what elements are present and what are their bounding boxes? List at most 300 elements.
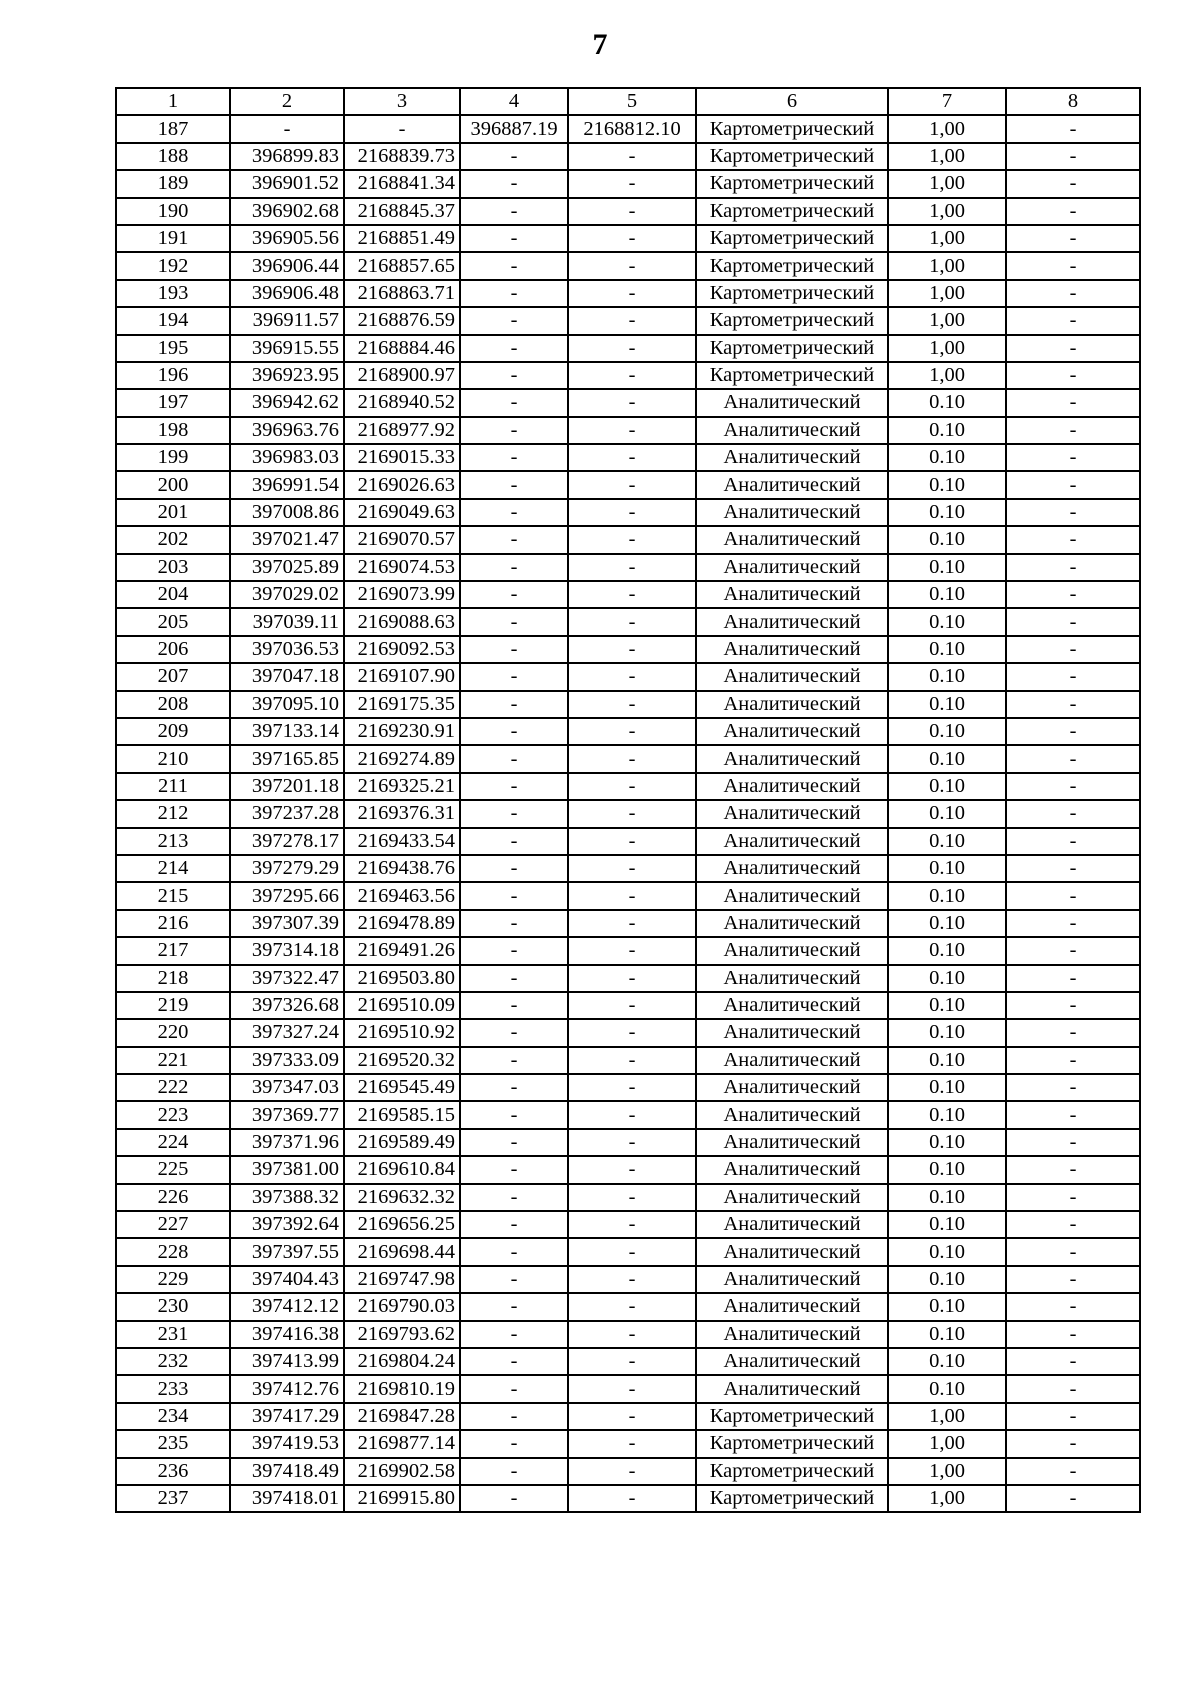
method-cell: Аналитический [696, 773, 888, 800]
point-number-cell: 209 [116, 718, 230, 745]
y-coordinate-alt-cell: - [568, 1293, 696, 1320]
accuracy-cell: 1,00 [888, 115, 1006, 142]
x-coordinate-alt-cell: - [460, 307, 568, 334]
point-number-cell: 204 [116, 581, 230, 608]
x-coordinate-cell: 396902.68 [230, 198, 344, 225]
y-coordinate-cell: 2168851.49 [344, 225, 460, 252]
column-header-3: 3 [344, 88, 460, 115]
method-cell: Картометрический [696, 252, 888, 279]
accuracy-cell: 1,00 [888, 198, 1006, 225]
x-coordinate-alt-cell: - [460, 1074, 568, 1101]
y-coordinate-alt-cell: - [568, 1184, 696, 1211]
accuracy-cell: 0.10 [888, 636, 1006, 663]
method-cell: Аналитический [696, 855, 888, 882]
y-coordinate-cell: 2169847.28 [344, 1403, 460, 1430]
x-coordinate-alt-cell: - [460, 1458, 568, 1485]
y-coordinate-alt-cell: - [568, 526, 696, 553]
y-coordinate-cell: 2169520.32 [344, 1047, 460, 1074]
point-number-cell: 199 [116, 444, 230, 471]
y-coordinate-alt-cell: - [568, 471, 696, 498]
point-number-cell: 198 [116, 417, 230, 444]
table-row [116, 1129, 1140, 1156]
method-cell: Аналитический [696, 882, 888, 909]
x-coordinate-alt-cell: - [460, 554, 568, 581]
accuracy-cell: 0.10 [888, 1238, 1006, 1265]
accuracy-cell: 0.10 [888, 773, 1006, 800]
y-coordinate-alt-cell: - [568, 1047, 696, 1074]
x-coordinate-alt-cell: - [460, 499, 568, 526]
y-coordinate-cell: 2169589.49 [344, 1129, 460, 1156]
method-cell: Картометрический [696, 1430, 888, 1457]
point-number-cell: 218 [116, 965, 230, 992]
x-coordinate-cell: 397417.29 [230, 1403, 344, 1430]
x-coordinate-alt-cell: - [460, 581, 568, 608]
table-row [116, 225, 1140, 252]
accuracy-cell: 0.10 [888, 554, 1006, 581]
x-coordinate-alt-cell: - [460, 1156, 568, 1183]
x-coordinate-alt-cell: - [460, 198, 568, 225]
y-coordinate-alt-cell: - [568, 307, 696, 334]
table-row [116, 554, 1140, 581]
table-row [116, 828, 1140, 855]
x-coordinate-cell: 397333.09 [230, 1047, 344, 1074]
x-coordinate-alt-cell: - [460, 608, 568, 635]
table-row [116, 745, 1140, 772]
x-coordinate-cell: 397039.11 [230, 608, 344, 635]
x-coordinate-cell: 396991.54 [230, 471, 344, 498]
y-coordinate-cell: 2169804.24 [344, 1348, 460, 1375]
note-cell: - [1006, 608, 1140, 635]
note-cell: - [1006, 1211, 1140, 1238]
y-coordinate-cell: 2169790.03 [344, 1293, 460, 1320]
note-cell: - [1006, 444, 1140, 471]
accuracy-cell: 0.10 [888, 1321, 1006, 1348]
method-cell: Аналитический [696, 965, 888, 992]
x-coordinate-cell: 397021.47 [230, 526, 344, 553]
point-number-cell: 235 [116, 1430, 230, 1457]
x-coordinate-alt-cell: - [460, 471, 568, 498]
note-cell: - [1006, 170, 1140, 197]
y-coordinate-alt-cell: - [568, 1430, 696, 1457]
accuracy-cell: 0.10 [888, 1211, 1006, 1238]
accuracy-cell: 0.10 [888, 444, 1006, 471]
x-coordinate-cell: 397095.10 [230, 691, 344, 718]
note-cell: - [1006, 1129, 1140, 1156]
note-cell: - [1006, 471, 1140, 498]
method-cell: Аналитический [696, 1375, 888, 1402]
point-number-cell: 195 [116, 335, 230, 362]
x-coordinate-cell: 397165.85 [230, 745, 344, 772]
table-row [116, 1293, 1140, 1320]
x-coordinate-cell: 397412.12 [230, 1293, 344, 1320]
accuracy-cell: 1,00 [888, 1458, 1006, 1485]
x-coordinate-alt-cell: - [460, 280, 568, 307]
table-body [116, 88, 1140, 1512]
y-coordinate-alt-cell: - [568, 280, 696, 307]
method-cell: Аналитический [696, 554, 888, 581]
x-coordinate-cell: 396915.55 [230, 335, 344, 362]
y-coordinate-cell: 2169376.31 [344, 800, 460, 827]
method-cell: Аналитический [696, 937, 888, 964]
y-coordinate-cell: 2169902.58 [344, 1458, 460, 1485]
table-row [116, 444, 1140, 471]
y-coordinate-alt-cell: - [568, 718, 696, 745]
point-number-cell: 227 [116, 1211, 230, 1238]
table-row [116, 1348, 1140, 1375]
note-cell: - [1006, 1458, 1140, 1485]
x-coordinate-cell: 396911.57 [230, 307, 344, 334]
note-cell: - [1006, 389, 1140, 416]
accuracy-cell: 1,00 [888, 280, 1006, 307]
x-coordinate-cell: 397418.49 [230, 1458, 344, 1485]
y-coordinate-cell: 2169092.53 [344, 636, 460, 663]
accuracy-cell: 0.10 [888, 1047, 1006, 1074]
table-row [116, 362, 1140, 389]
point-number-cell: 188 [116, 143, 230, 170]
y-coordinate-cell: 2168940.52 [344, 389, 460, 416]
point-number-cell: 214 [116, 855, 230, 882]
point-number-cell: 225 [116, 1156, 230, 1183]
y-coordinate-cell: 2169274.89 [344, 745, 460, 772]
point-number-cell: 189 [116, 170, 230, 197]
method-cell: Аналитический [696, 1019, 888, 1046]
y-coordinate-alt-cell: - [568, 828, 696, 855]
accuracy-cell: 1,00 [888, 1485, 1006, 1512]
x-coordinate-cell: 397392.64 [230, 1211, 344, 1238]
x-coordinate-alt-cell: - [460, 1348, 568, 1375]
table-row [116, 1211, 1140, 1238]
x-coordinate-alt-cell: - [460, 1129, 568, 1156]
y-coordinate-alt-cell: - [568, 1211, 696, 1238]
y-coordinate-cell: 2169230.91 [344, 718, 460, 745]
y-coordinate-alt-cell: - [568, 554, 696, 581]
x-coordinate-cell: 397307.39 [230, 910, 344, 937]
x-coordinate-cell: 397029.02 [230, 581, 344, 608]
table-row [116, 718, 1140, 745]
x-coordinate-alt-cell: - [460, 965, 568, 992]
table-row [116, 691, 1140, 718]
accuracy-cell: 1,00 [888, 225, 1006, 252]
note-cell: - [1006, 882, 1140, 909]
y-coordinate-alt-cell: - [568, 252, 696, 279]
y-coordinate-alt-cell: - [568, 1129, 696, 1156]
y-coordinate-alt-cell: - [568, 992, 696, 1019]
method-cell: Картометрический [696, 198, 888, 225]
accuracy-cell: 1,00 [888, 335, 1006, 362]
note-cell: - [1006, 1184, 1140, 1211]
y-coordinate-alt-cell: - [568, 1156, 696, 1183]
x-coordinate-alt-cell: - [460, 170, 568, 197]
table-row [116, 307, 1140, 334]
y-coordinate-alt-cell: - [568, 745, 696, 772]
x-coordinate-alt-cell: - [460, 937, 568, 964]
y-coordinate-cell: 2169632.32 [344, 1184, 460, 1211]
point-number-cell: 232 [116, 1348, 230, 1375]
x-coordinate-alt-cell: - [460, 1321, 568, 1348]
method-cell: Аналитический [696, 663, 888, 690]
x-coordinate-alt-cell: - [460, 1211, 568, 1238]
accuracy-cell: 0.10 [888, 1293, 1006, 1320]
point-number-cell: 226 [116, 1184, 230, 1211]
accuracy-cell: 0.10 [888, 1184, 1006, 1211]
x-coordinate-cell: 397278.17 [230, 828, 344, 855]
y-coordinate-alt-cell: - [568, 362, 696, 389]
point-number-cell: 191 [116, 225, 230, 252]
point-number-cell: 205 [116, 608, 230, 635]
note-cell: - [1006, 554, 1140, 581]
y-coordinate-alt-cell: - [568, 882, 696, 909]
accuracy-cell: 0.10 [888, 526, 1006, 553]
accuracy-cell: 1,00 [888, 1430, 1006, 1457]
point-number-cell: 197 [116, 389, 230, 416]
x-coordinate-alt-cell: - [460, 444, 568, 471]
x-coordinate-alt-cell: - [460, 362, 568, 389]
x-coordinate-cell: 397419.53 [230, 1430, 344, 1457]
point-number-cell: 187 [116, 115, 230, 142]
accuracy-cell: 0.10 [888, 855, 1006, 882]
x-coordinate-alt-cell: - [460, 1293, 568, 1320]
y-coordinate-cell: 2168839.73 [344, 143, 460, 170]
y-coordinate-cell: 2169074.53 [344, 554, 460, 581]
accuracy-cell: 1,00 [888, 252, 1006, 279]
note-cell: - [1006, 335, 1140, 362]
table-row [116, 280, 1140, 307]
y-coordinate-cell: 2168863.71 [344, 280, 460, 307]
accuracy-cell: 0.10 [888, 718, 1006, 745]
point-number-cell: 201 [116, 499, 230, 526]
x-coordinate-cell: 397371.96 [230, 1129, 344, 1156]
y-coordinate-cell: 2168977.92 [344, 417, 460, 444]
table-row [116, 1458, 1140, 1485]
x-coordinate-cell: 397369.77 [230, 1101, 344, 1128]
point-number-cell: 202 [116, 526, 230, 553]
note-cell: - [1006, 115, 1140, 142]
x-coordinate-alt-cell: - [460, 225, 568, 252]
method-cell: Аналитический [696, 417, 888, 444]
y-coordinate-cell: 2169478.89 [344, 910, 460, 937]
note-cell: - [1006, 773, 1140, 800]
table-row [116, 335, 1140, 362]
table-row [116, 1074, 1140, 1101]
accuracy-cell: 0.10 [888, 499, 1006, 526]
x-coordinate-cell: 397388.32 [230, 1184, 344, 1211]
coordinates-table [115, 87, 1141, 1513]
note-cell: - [1006, 307, 1140, 334]
point-number-cell: 221 [116, 1047, 230, 1074]
point-number-cell: 223 [116, 1101, 230, 1128]
note-cell: - [1006, 362, 1140, 389]
table-row [116, 1485, 1140, 1512]
y-coordinate-alt-cell: - [568, 1375, 696, 1402]
method-cell: Аналитический [696, 828, 888, 855]
y-coordinate-cell: 2169070.57 [344, 526, 460, 553]
column-header-7: 7 [888, 88, 1006, 115]
method-cell: Аналитический [696, 745, 888, 772]
y-coordinate-alt-cell: - [568, 855, 696, 882]
method-cell: Картометрический [696, 1458, 888, 1485]
x-coordinate-alt-cell: - [460, 1101, 568, 1128]
note-cell: - [1006, 800, 1140, 827]
x-coordinate-cell: - [230, 115, 344, 142]
table-row [116, 937, 1140, 964]
accuracy-cell: 0.10 [888, 1101, 1006, 1128]
x-coordinate-cell: 397237.28 [230, 800, 344, 827]
y-coordinate-alt-cell: - [568, 198, 696, 225]
table-row [116, 800, 1140, 827]
method-cell: Аналитический [696, 471, 888, 498]
x-coordinate-alt-cell: - [460, 910, 568, 937]
accuracy-cell: 0.10 [888, 1375, 1006, 1402]
accuracy-cell: 0.10 [888, 1156, 1006, 1183]
point-number-cell: 196 [116, 362, 230, 389]
x-coordinate-alt-cell: 396887.19 [460, 115, 568, 142]
table-row [116, 1403, 1140, 1430]
y-coordinate-alt-cell: - [568, 170, 696, 197]
y-coordinate-alt-cell: - [568, 581, 696, 608]
method-cell: Аналитический [696, 718, 888, 745]
note-cell: - [1006, 198, 1140, 225]
accuracy-cell: 0.10 [888, 1266, 1006, 1293]
y-coordinate-cell: 2169175.35 [344, 691, 460, 718]
point-number-cell: 220 [116, 1019, 230, 1046]
column-header-6: 6 [696, 88, 888, 115]
note-cell: - [1006, 1403, 1140, 1430]
accuracy-cell: 0.10 [888, 1074, 1006, 1101]
table-row [116, 855, 1140, 882]
y-coordinate-alt-cell: - [568, 1238, 696, 1265]
y-coordinate-alt-cell: 2168812.10 [568, 115, 696, 142]
method-cell: Аналитический [696, 1074, 888, 1101]
y-coordinate-alt-cell: - [568, 444, 696, 471]
x-coordinate-cell: 397397.55 [230, 1238, 344, 1265]
method-cell: Аналитический [696, 1184, 888, 1211]
y-coordinate-cell: 2169810.19 [344, 1375, 460, 1402]
x-coordinate-cell: 397327.24 [230, 1019, 344, 1046]
y-coordinate-alt-cell: - [568, 1101, 696, 1128]
accuracy-cell: 1,00 [888, 307, 1006, 334]
y-coordinate-cell: 2169026.63 [344, 471, 460, 498]
x-coordinate-alt-cell: - [460, 992, 568, 1019]
x-coordinate-cell: 397279.29 [230, 855, 344, 882]
method-cell: Картометрический [696, 225, 888, 252]
method-cell: Картометрический [696, 335, 888, 362]
point-number-cell: 237 [116, 1485, 230, 1512]
method-cell: Аналитический [696, 526, 888, 553]
y-coordinate-alt-cell: - [568, 1266, 696, 1293]
point-number-cell: 194 [116, 307, 230, 334]
x-coordinate-cell: 397416.38 [230, 1321, 344, 1348]
point-number-cell: 190 [116, 198, 230, 225]
method-cell: Картометрический [696, 115, 888, 142]
y-coordinate-cell: 2169793.62 [344, 1321, 460, 1348]
x-coordinate-cell: 396901.52 [230, 170, 344, 197]
note-cell: - [1006, 1430, 1140, 1457]
y-coordinate-alt-cell: - [568, 1403, 696, 1430]
x-coordinate-alt-cell: - [460, 526, 568, 553]
y-coordinate-cell: 2168841.34 [344, 170, 460, 197]
x-coordinate-cell: 397418.01 [230, 1485, 344, 1512]
method-cell: Картометрический [696, 143, 888, 170]
note-cell: - [1006, 581, 1140, 608]
x-coordinate-alt-cell: - [460, 773, 568, 800]
method-cell: Аналитический [696, 1266, 888, 1293]
x-coordinate-cell: 397201.18 [230, 773, 344, 800]
note-cell: - [1006, 1074, 1140, 1101]
note-cell: - [1006, 965, 1140, 992]
method-cell: Картометрический [696, 307, 888, 334]
accuracy-cell: 0.10 [888, 1019, 1006, 1046]
accuracy-cell: 0.10 [888, 992, 1006, 1019]
accuracy-cell: 0.10 [888, 389, 1006, 416]
y-coordinate-cell: 2169510.09 [344, 992, 460, 1019]
y-coordinate-cell: 2169545.49 [344, 1074, 460, 1101]
x-coordinate-cell: 396963.76 [230, 417, 344, 444]
point-number-cell: 222 [116, 1074, 230, 1101]
method-cell: Аналитический [696, 608, 888, 635]
table-row [116, 115, 1140, 142]
page-number: 7 [592, 28, 608, 61]
point-number-cell: 234 [116, 1403, 230, 1430]
y-coordinate-alt-cell: - [568, 800, 696, 827]
column-header-4: 4 [460, 88, 568, 115]
x-coordinate-cell: 396899.83 [230, 143, 344, 170]
method-cell: Аналитический [696, 1321, 888, 1348]
y-coordinate-cell: 2169510.92 [344, 1019, 460, 1046]
point-number-cell: 206 [116, 636, 230, 663]
note-cell: - [1006, 1156, 1140, 1183]
y-coordinate-cell: 2169107.90 [344, 663, 460, 690]
y-coordinate-cell: - [344, 115, 460, 142]
method-cell: Аналитический [696, 1047, 888, 1074]
point-number-cell: 224 [116, 1129, 230, 1156]
y-coordinate-alt-cell: - [568, 910, 696, 937]
method-cell: Аналитический [696, 1156, 888, 1183]
accuracy-cell: 0.10 [888, 663, 1006, 690]
y-coordinate-alt-cell: - [568, 965, 696, 992]
x-coordinate-alt-cell: - [460, 417, 568, 444]
method-cell: Аналитический [696, 636, 888, 663]
note-cell: - [1006, 718, 1140, 745]
point-number-cell: 203 [116, 554, 230, 581]
table-row [116, 1238, 1140, 1265]
note-cell: - [1006, 663, 1140, 690]
x-coordinate-cell: 397322.47 [230, 965, 344, 992]
x-coordinate-cell: 396905.56 [230, 225, 344, 252]
table-row [116, 1321, 1140, 1348]
y-coordinate-cell: 2169015.33 [344, 444, 460, 471]
x-coordinate-alt-cell: - [460, 1266, 568, 1293]
y-coordinate-cell: 2169438.76 [344, 855, 460, 882]
table-row [116, 965, 1140, 992]
y-coordinate-alt-cell: - [568, 1321, 696, 1348]
y-coordinate-alt-cell: - [568, 608, 696, 635]
y-coordinate-cell: 2169698.44 [344, 1238, 460, 1265]
x-coordinate-alt-cell: - [460, 1238, 568, 1265]
y-coordinate-alt-cell: - [568, 335, 696, 362]
table-row [116, 773, 1140, 800]
y-coordinate-alt-cell: - [568, 663, 696, 690]
x-coordinate-cell: 396906.48 [230, 280, 344, 307]
table-row [116, 499, 1140, 526]
table-row [116, 526, 1140, 553]
method-cell: Картометрический [696, 170, 888, 197]
method-cell: Аналитический [696, 1348, 888, 1375]
point-number-cell: 212 [116, 800, 230, 827]
x-coordinate-cell: 397133.14 [230, 718, 344, 745]
y-coordinate-alt-cell: - [568, 389, 696, 416]
x-coordinate-cell: 397314.18 [230, 937, 344, 964]
y-coordinate-cell: 2168900.97 [344, 362, 460, 389]
